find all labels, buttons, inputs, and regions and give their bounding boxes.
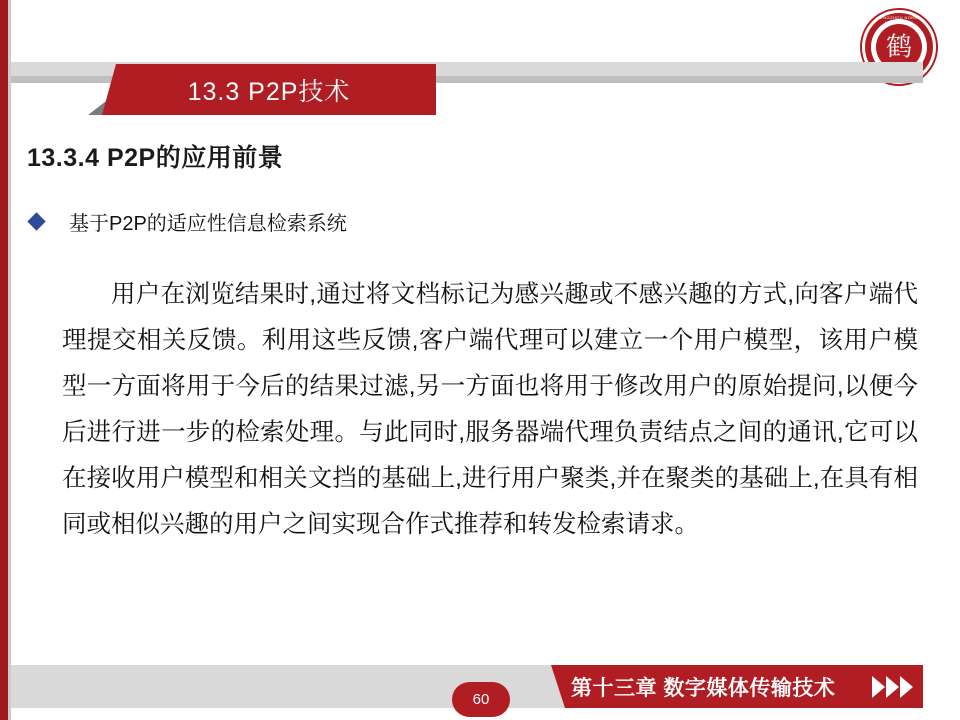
body-paragraph: 用户在浏览结果时,通过将文档标记为感兴趣或不感兴趣的方式,向客户端代理提交相关反馈。利用这些反馈,客户端代理可以建立一个用户模型，该用户模型一方面将用于今后的结果过滤,另一方面也将用于修改用户的原始提问,以便今后进行进一步的检索处理。与此同时,服务器端代理负责结点之间的通讯,它可以在接收用户模型和相关文挡的基础上,进行用户聚类,并在聚类的基础上,在具有相同或相似兴趣的用户之间实现合作式推荐和转发检索请求。	[62, 281, 918, 538]
left-accent-bar-secondary	[8, 0, 11, 720]
left-accent-bar	[0, 0, 8, 720]
page-number-badge: 60	[452, 682, 510, 717]
diamond-bullet-icon	[27, 212, 45, 230]
swan-icon: 鹤	[885, 31, 913, 62]
chevron-right-icon	[871, 665, 913, 708]
bullet-item-label: 基于P2P的适应性信息检索系统	[69, 213, 347, 235]
logo-ring-text-top: ZHENGZHOU NORMAL UNIVERSITY	[874, 15, 924, 25]
section-heading: 13.3.4 P2P的应用前景	[27, 144, 284, 172]
footer-chapter-title: 第十三章 数字媒体传输技术	[571, 676, 836, 700]
slide-title: 13.3 P2P技术	[187, 77, 351, 106]
bullet-item	[30, 207, 347, 236]
